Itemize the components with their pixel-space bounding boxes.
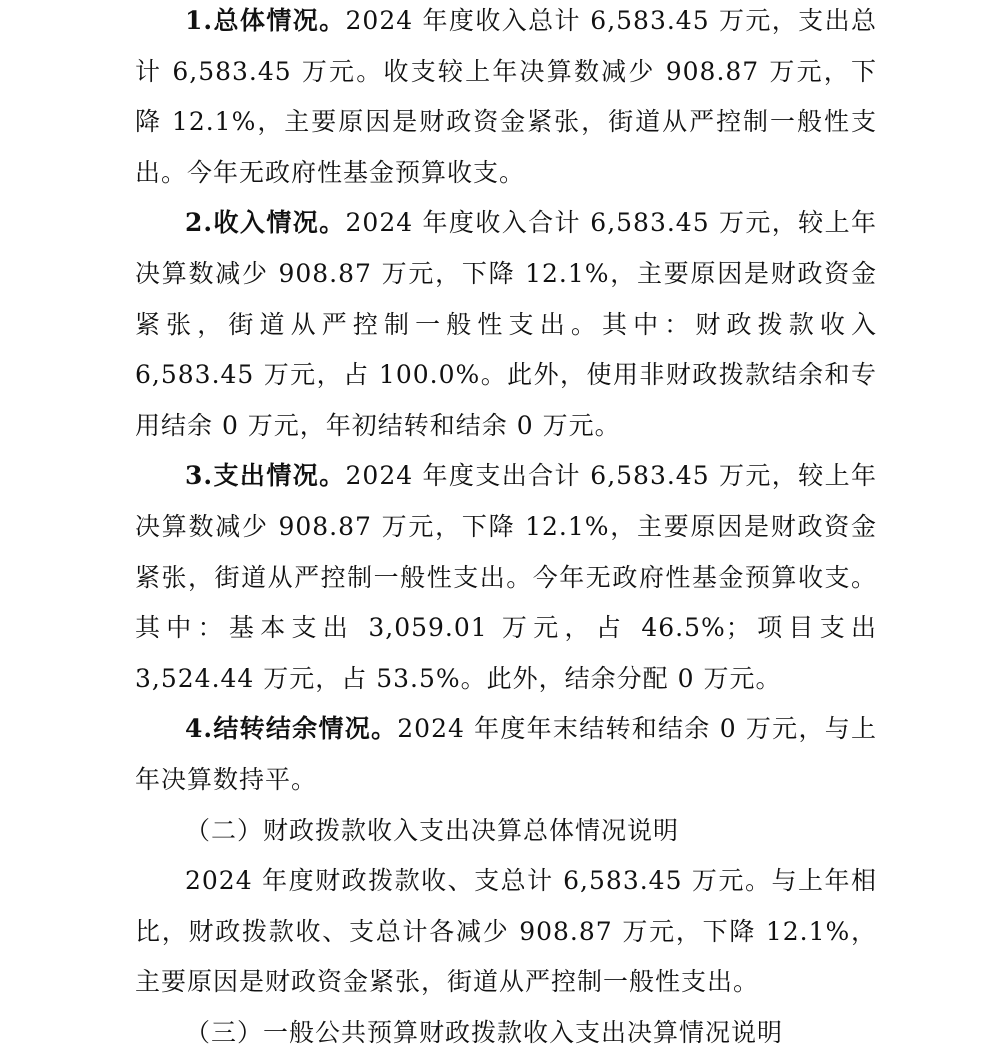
expenditure-body: 2024 年度支出合计 6,583.45 万元，较上年决算数减少 908.87 万元，下降 12.1%，主要原因是财政资金紧张，街道从严控制一般性支出。今年无政府性基金预算收支。其中：基本支出 3,059.01 万元，占 46.5%；项目支出 3,524.44 万元，占 53.5%。此外，结余分配 0 万元。	[135, 461, 877, 693]
expenditure-lead: 3.支出情况。	[185, 461, 346, 491]
carryover-lead: 4.结转结余情况。	[185, 714, 398, 744]
overall-paragraph	[135, 0, 877, 198]
income-body: 2024 年度收入合计 6,583.45 万元，较上年决算数减少 908.87 万元，下降 12.1%，主要原因是财政资金紧张，街道从严控制一般性支出。其中：财政拨款收入 6,583.45 万元，占 100.0%。此外，使用非财政拨款结余和专用结余 0 万元，年初结转和结余 0 万元。	[135, 208, 877, 440]
expenditure-paragraph	[135, 451, 877, 704]
overall-body: 2024 年度收入总计 6,583.45 万元，支出总计 6,583.45 万元。收支较上年决算数减少 908.87 万元，下降 12.1%，主要原因是财政资金紧张，街道从严控制一般性支出。今年无政府性基金预算收支。	[135, 6, 877, 187]
carryover-paragraph	[135, 704, 877, 805]
income-paragraph	[135, 198, 877, 451]
overall-lead: 1.总体情况。	[185, 6, 346, 35]
carryover-body: 2024 年度年末结转和结余 0 万元，与上年决算数持平。	[135, 714, 877, 794]
section-two-heading: （二）财政拨款收入支出决算总体情况说明	[185, 815, 680, 845]
section-three-heading: （三）一般公共预算财政拨款收入支出决算情况说明	[185, 1017, 784, 1047]
document-page	[135, 0, 877, 1058]
fiscal-summary-paragraph: 2024 年度财政拨款收、支总计 6,583.45 万元。与上年相比，财政拨款收、支总计各减少 908.87 万元，下降 12.1%，主要原因是财政资金紧张，街道从严控制一般性支出。	[135, 866, 877, 997]
income-lead: 2.收入情况。	[185, 208, 346, 238]
